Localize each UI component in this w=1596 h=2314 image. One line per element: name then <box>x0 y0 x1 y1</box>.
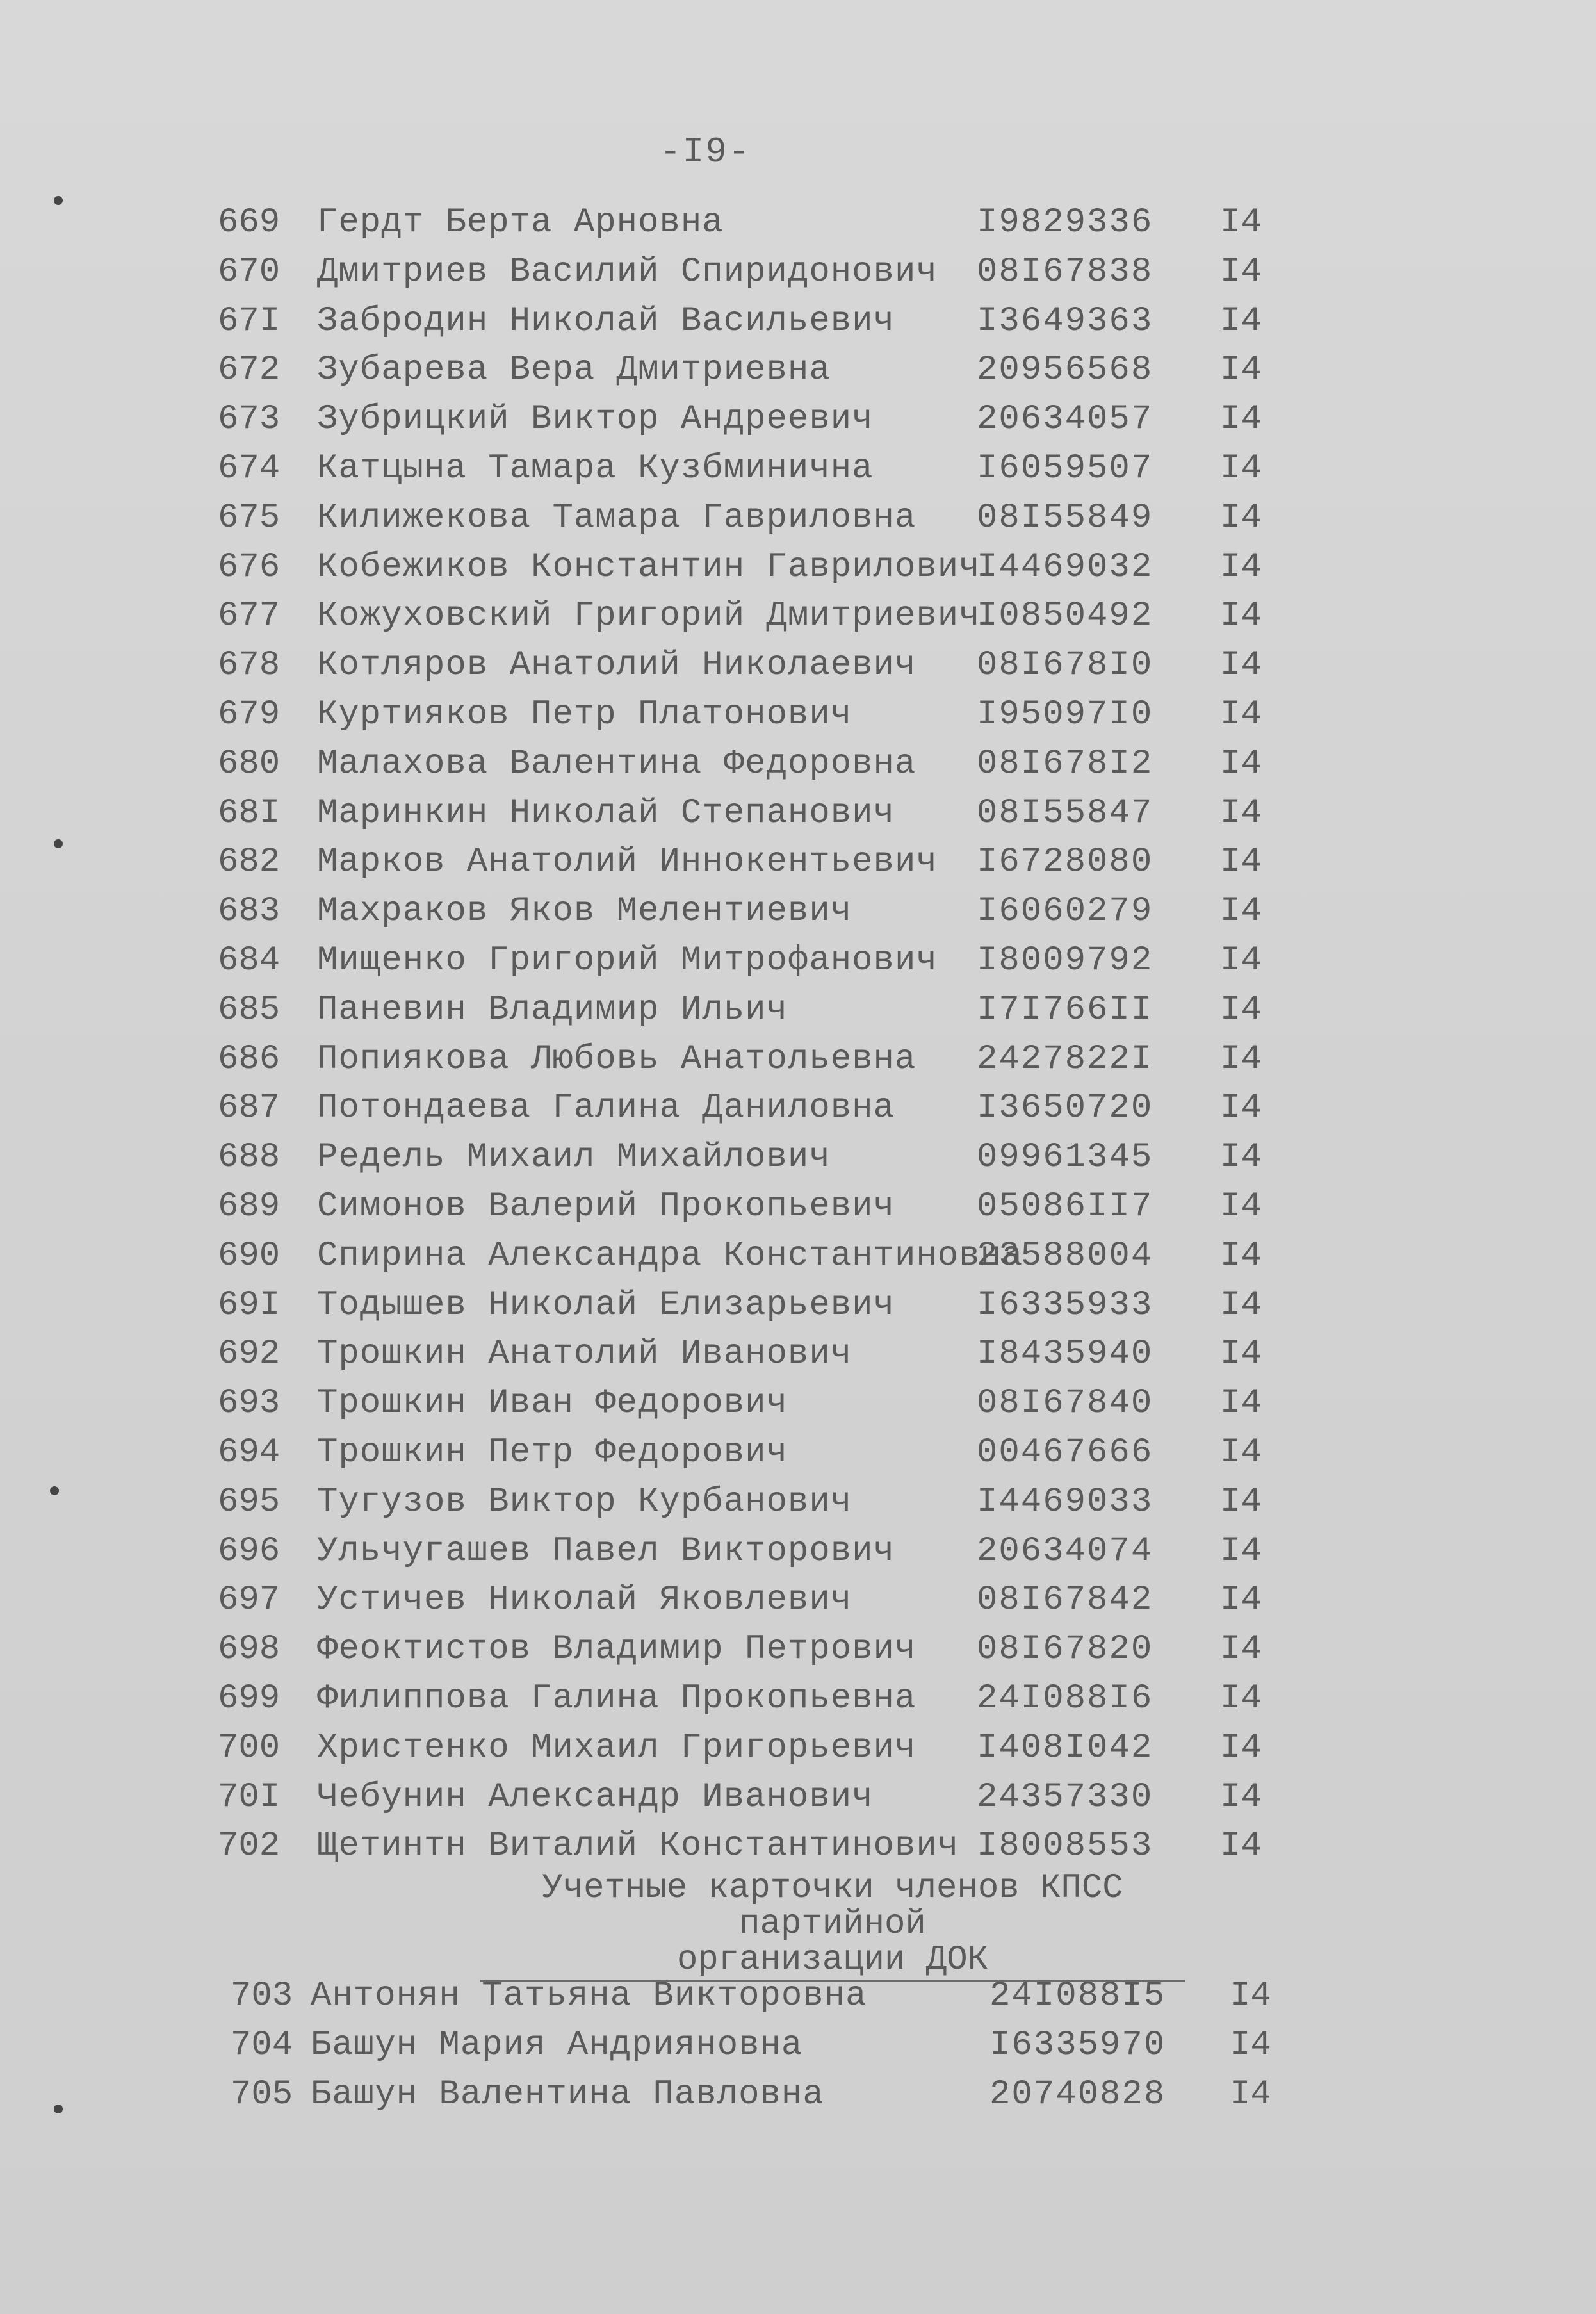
row-code: I4 <box>1220 1039 1262 1079</box>
member-name: Трошкин Иван Федорович <box>317 1384 788 1424</box>
member-name: Щетинтн Виталий Константинович <box>317 1826 959 1866</box>
member-name: Гердт Берта Арновна <box>317 203 724 242</box>
row-code: I4 <box>1220 1678 1262 1718</box>
row-code: I4 <box>1220 892 1262 931</box>
card-number: 20740828 <box>989 2074 1166 2114</box>
card-number: I6060279 <box>977 892 1153 931</box>
list-item <box>0 1133 1596 1183</box>
row-number: 697 <box>218 1580 281 1620</box>
card-number: 24I088I5 <box>989 1976 1166 2015</box>
row-number: 693 <box>218 1384 281 1424</box>
member-name: Филиппова Галина Прокопьевна <box>317 1678 916 1718</box>
row-code: I4 <box>1220 744 1262 784</box>
row-code: I4 <box>1220 1630 1262 1670</box>
row-code: I4 <box>1220 400 1262 439</box>
member-name: Попиякова Любовь Анатольевна <box>317 1039 916 1079</box>
row-code: I4 <box>1220 842 1262 882</box>
card-number: 05086II7 <box>977 1186 1153 1226</box>
row-code: I4 <box>1230 2074 1271 2114</box>
row-number: 689 <box>218 1186 281 1226</box>
member-name: Трошкин Петр Федорович <box>317 1432 788 1472</box>
member-name: Малахова Валентина Федоровна <box>317 744 916 784</box>
member-name: Редель Михаил Михайлович <box>317 1138 831 1178</box>
row-code: I4 <box>1220 940 1262 980</box>
list-item <box>0 1527 1596 1577</box>
row-code: I4 <box>1220 1531 1262 1571</box>
row-code: I4 <box>1220 547 1262 587</box>
list-item <box>0 740 1596 789</box>
row-number: 679 <box>218 694 281 734</box>
row-number: 69I <box>218 1285 281 1325</box>
row-code: I4 <box>1220 1088 1262 1128</box>
member-name: Чебунин Александр Иванович <box>317 1777 874 1817</box>
row-number: 68I <box>218 793 281 833</box>
list-item <box>0 494 1596 543</box>
row-number: 685 <box>218 990 281 1030</box>
card-number: 08I67838 <box>977 252 1153 291</box>
row-code: I4 <box>1220 1580 1262 1620</box>
row-number: 673 <box>218 400 281 439</box>
member-name: Паневин Владимир Ильич <box>317 990 788 1030</box>
row-code: I4 <box>1220 1334 1262 1374</box>
row-number: 70I <box>218 1777 281 1817</box>
card-number: I4469032 <box>977 547 1153 587</box>
card-number: I9829336 <box>977 203 1153 242</box>
row-number: 676 <box>218 547 281 587</box>
row-code: I4 <box>1230 1976 1271 2015</box>
row-code: I4 <box>1220 1285 1262 1325</box>
card-number: I0850492 <box>977 596 1153 636</box>
card-number: I6728080 <box>977 842 1153 882</box>
list-item <box>0 1576 1596 1625</box>
list-item <box>0 346 1596 395</box>
member-name: Потондаева Галина Даниловна <box>317 1088 895 1128</box>
row-number: 678 <box>218 646 281 685</box>
row-code: I4 <box>1220 498 1262 537</box>
row-number: 692 <box>218 1334 281 1374</box>
row-number: 688 <box>218 1138 281 1178</box>
row-code: I4 <box>1230 2025 1271 2065</box>
member-name: Куртияков Петр Платонович <box>317 694 852 734</box>
row-number: 696 <box>218 1531 281 1571</box>
card-number: I3650720 <box>977 1088 1153 1128</box>
card-number: 08I55849 <box>977 498 1153 537</box>
members-list-section2 <box>0 1972 1596 2119</box>
row-code: I4 <box>1220 1728 1262 1768</box>
row-code: I4 <box>1220 1384 1262 1424</box>
card-number: I4469033 <box>977 1482 1153 1522</box>
card-number: I3649363 <box>977 301 1153 341</box>
row-code: I4 <box>1220 990 1262 1030</box>
list-item <box>0 1084 1596 1133</box>
row-code: I4 <box>1220 1777 1262 1817</box>
member-name: Мищенко Григорий Митрофанович <box>317 940 938 980</box>
row-code: I4 <box>1220 1826 1262 1866</box>
card-number: 08I67820 <box>977 1630 1153 1670</box>
row-number: 694 <box>218 1432 281 1472</box>
member-name: Забродин Николай Васильевич <box>317 301 895 341</box>
card-number: I95097I0 <box>977 694 1153 734</box>
list-item <box>0 1675 1596 1724</box>
list-item <box>0 543 1596 593</box>
list-item <box>0 1035 1596 1085</box>
row-code: I4 <box>1220 203 1262 242</box>
member-name: Антонян Татьяна Викторовна <box>311 1976 867 2015</box>
row-number: 67I <box>218 301 281 341</box>
card-number: 20634057 <box>977 400 1153 439</box>
card-number: I6335970 <box>989 2025 1166 2065</box>
member-name: Ульчугашев Павел Викторович <box>317 1531 895 1571</box>
list-item <box>0 1379 1596 1429</box>
row-code: I4 <box>1220 1482 1262 1522</box>
members-list <box>0 199 1596 1871</box>
row-number: 675 <box>218 498 281 537</box>
card-number: 08I67842 <box>977 1580 1153 1620</box>
list-item <box>0 937 1596 986</box>
list-item <box>0 445 1596 494</box>
section-heading-line2: организации ДОК <box>480 1942 1185 1982</box>
member-name: Тугузов Виктор Курбанович <box>317 1482 852 1522</box>
row-number: 698 <box>218 1630 281 1670</box>
list-item <box>0 1724 1596 1773</box>
list-item <box>0 297 1596 347</box>
member-name: Зубрицкий Виктор Андреевич <box>317 400 874 439</box>
card-number: 24I088I6 <box>977 1678 1153 1718</box>
list-item <box>0 1822 1596 1871</box>
member-name: Килижекова Тамара Гавриловна <box>317 498 916 537</box>
list-item <box>0 1972 1596 2021</box>
card-number: 23588004 <box>977 1236 1153 1276</box>
list-item <box>0 2071 1596 2120</box>
row-code: I4 <box>1220 350 1262 390</box>
list-item <box>0 592 1596 641</box>
card-number: 20956568 <box>977 350 1153 390</box>
list-item <box>0 789 1596 839</box>
list-item <box>0 887 1596 937</box>
member-name: Симонов Валерий Прокопьевич <box>317 1186 895 1226</box>
member-name: Махраков Яков Мелентиевич <box>317 892 852 931</box>
page-number: -I9- <box>660 131 751 172</box>
row-number: 704 <box>231 2025 293 2065</box>
list-item <box>0 2021 1596 2071</box>
row-number: 670 <box>218 252 281 291</box>
row-code: I4 <box>1220 1138 1262 1178</box>
member-name: Кобежиков Константин Гаврилович <box>317 547 981 587</box>
list-item <box>0 199 1596 248</box>
list-item <box>0 1478 1596 1527</box>
card-number: 20634074 <box>977 1531 1153 1571</box>
list-item <box>0 1330 1596 1379</box>
list-item <box>0 641 1596 691</box>
row-code: I4 <box>1220 301 1262 341</box>
member-name: Катцына Тамара Кузбминична <box>317 448 874 488</box>
member-name: Кожуховский Григорий Дмитриевич <box>317 596 981 636</box>
card-number: 08I55847 <box>977 793 1153 833</box>
member-name: Трошкин Анатолий Иванович <box>317 1334 852 1374</box>
row-code: I4 <box>1220 646 1262 685</box>
card-number: 08I678I2 <box>977 744 1153 784</box>
list-item <box>0 1429 1596 1478</box>
card-number: I8435940 <box>977 1334 1153 1374</box>
member-name: Спирина Александра Константиновна <box>317 1236 1023 1276</box>
row-number: 682 <box>218 842 281 882</box>
list-item <box>0 986 1596 1035</box>
member-name: Башун Мария Андрияновна <box>311 2025 803 2065</box>
member-name: Христенко Михаил Григорьевич <box>317 1728 916 1768</box>
row-code: I4 <box>1220 1186 1262 1226</box>
card-number: I6335933 <box>977 1285 1153 1325</box>
section-heading <box>448 1871 1217 1982</box>
row-code: I4 <box>1220 596 1262 636</box>
member-name: Устичев Николай Яковлевич <box>317 1580 852 1620</box>
row-code: I4 <box>1220 1432 1262 1472</box>
member-name: Марков Анатолий Иннокентьевич <box>317 842 938 882</box>
list-item <box>0 1281 1596 1331</box>
row-code: I4 <box>1220 448 1262 488</box>
list-item <box>0 1773 1596 1823</box>
section-heading-line1: Учетные карточки членов КПСС партийной <box>542 1869 1123 1944</box>
card-number: 08I678I0 <box>977 646 1153 685</box>
row-number: 680 <box>218 744 281 784</box>
member-name: Маринкин Николай Степанович <box>317 793 895 833</box>
row-code: I4 <box>1220 252 1262 291</box>
member-name: Дмитриев Василий Спиридонович <box>317 252 938 291</box>
row-code: I4 <box>1220 694 1262 734</box>
card-number: I8009792 <box>977 940 1153 980</box>
row-number: 687 <box>218 1088 281 1128</box>
row-code: I4 <box>1220 793 1262 833</box>
member-name: Зубарева Вера Дмитриевна <box>317 350 831 390</box>
card-number: I408I042 <box>977 1728 1153 1768</box>
row-number: 686 <box>218 1039 281 1079</box>
card-number: I8008553 <box>977 1826 1153 1866</box>
card-number: I7I766II <box>977 990 1153 1030</box>
row-number: 683 <box>218 892 281 931</box>
row-number: 700 <box>218 1728 281 1768</box>
member-name: Феоктистов Владимир Петрович <box>317 1630 916 1670</box>
card-number: 00467666 <box>977 1432 1153 1472</box>
member-name: Тодышев Николай Елизарьевич <box>317 1285 895 1325</box>
list-item <box>0 691 1596 740</box>
row-number: 699 <box>218 1678 281 1718</box>
row-number: 677 <box>218 596 281 636</box>
card-number: I6059507 <box>977 448 1153 488</box>
card-number: 08I67840 <box>977 1384 1153 1424</box>
row-number: 674 <box>218 448 281 488</box>
row-number: 684 <box>218 940 281 980</box>
list-item <box>0 1625 1596 1675</box>
row-number: 690 <box>218 1236 281 1276</box>
list-item <box>0 838 1596 887</box>
card-number: 2427822I <box>977 1039 1153 1079</box>
list-item <box>0 1232 1596 1281</box>
card-number: 24357330 <box>977 1777 1153 1817</box>
list-item <box>0 248 1596 297</box>
row-number: 669 <box>218 203 281 242</box>
row-code: I4 <box>1220 1236 1262 1276</box>
list-item <box>0 395 1596 445</box>
member-name: Башун Валентина Павловна <box>311 2074 824 2114</box>
row-number: 703 <box>231 1976 293 2015</box>
row-number: 705 <box>231 2074 293 2114</box>
row-number: 672 <box>218 350 281 390</box>
row-number: 702 <box>218 1826 281 1866</box>
list-item <box>0 1183 1596 1232</box>
member-name: Котляров Анатолий Николаевич <box>317 646 916 685</box>
row-number: 695 <box>218 1482 281 1522</box>
card-number: 09961345 <box>977 1138 1153 1178</box>
